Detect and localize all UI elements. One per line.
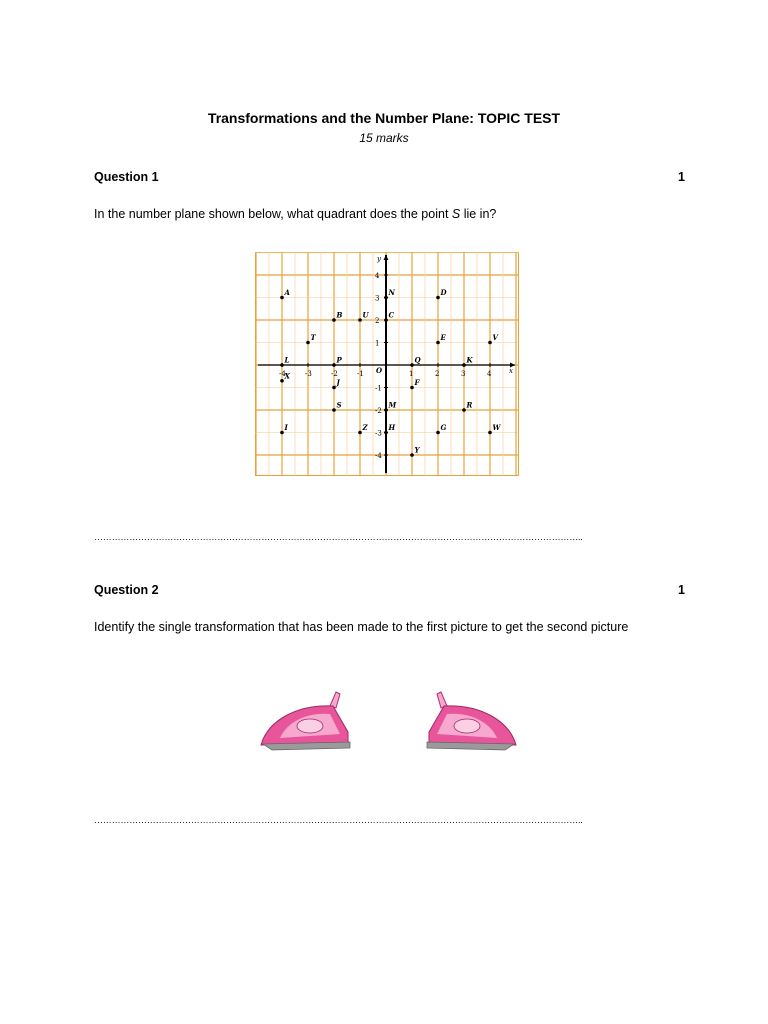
- question-2-text: Identify the single transformation that has been made to the first picture to get the second picture: [94, 620, 629, 634]
- point-v-dot: [488, 341, 492, 345]
- point-n-label: N: [388, 288, 395, 297]
- point-b-label: B: [336, 310, 343, 320]
- point-q-dot: [410, 363, 414, 367]
- point-k-dot: [462, 363, 466, 367]
- point-c-label: C: [388, 310, 395, 320]
- point-r-dot: [462, 408, 466, 412]
- question-1-label: Question 1: [94, 170, 159, 184]
- point-n-dot: [384, 296, 388, 300]
- point-g-label: G: [440, 423, 447, 432]
- point-s-label: S: [336, 400, 342, 410]
- x-tick-label: 1: [409, 370, 414, 378]
- y-tick-label: -2: [375, 407, 382, 415]
- x-tick-label: 3: [461, 370, 466, 378]
- point-p-dot: [332, 363, 336, 367]
- point-m-label: M: [388, 400, 397, 410]
- question-2-answer-line[interactable]: …………………………………………………………………………………………………………………………………………………..: [94, 815, 583, 825]
- point-f-dot: [410, 386, 414, 390]
- point-b-dot: [332, 318, 336, 322]
- origin-label: O: [376, 366, 383, 375]
- point-l-label: L: [284, 355, 290, 365]
- x-tick-label: 4: [487, 370, 492, 378]
- number-plane-svg: [255, 252, 519, 476]
- x-tick-label: -2: [331, 370, 338, 378]
- point-y-dot: [410, 453, 414, 457]
- y-axis-label: y: [377, 255, 381, 263]
- point-s-dot: [332, 408, 336, 412]
- point-d-dot: [436, 296, 440, 300]
- point-i-dot: [280, 431, 284, 435]
- point-m-dot: [384, 408, 388, 412]
- point-a-dot: [280, 296, 284, 300]
- y-tick-label: 2: [375, 317, 380, 325]
- iron-original-image: [258, 690, 353, 752]
- question-1-marks: 1: [678, 170, 685, 184]
- y-tick-label: -3: [375, 429, 382, 438]
- point-q-label: Q: [414, 355, 421, 365]
- point-g-dot: [436, 431, 440, 435]
- point-j-label: J: [336, 378, 340, 387]
- point-h-label: H: [388, 423, 396, 432]
- x-tick-label: -4: [279, 370, 286, 378]
- point-r-label: R: [466, 400, 473, 410]
- x-tick-label: -3: [305, 370, 312, 378]
- marks-subtitle: 15 marks: [359, 131, 409, 145]
- point-v-label: V: [492, 333, 498, 342]
- point-t-label: T: [310, 333, 316, 342]
- question-1-text-before: In the number plane shown below, what quadrant does the point: [94, 207, 452, 221]
- point-e-dot: [436, 341, 440, 345]
- question-1-text: [94, 205, 684, 223]
- point-w-label: W: [492, 423, 501, 432]
- point-h-dot: [384, 431, 388, 435]
- point-p-label: P: [336, 355, 342, 365]
- question-2-marks: 1: [678, 583, 685, 597]
- point-x-label: X: [284, 371, 290, 381]
- point-c-dot: [384, 318, 388, 322]
- y-tick-label: 1: [375, 339, 380, 348]
- y-tick-label: -1: [375, 384, 382, 393]
- point-j-dot: [332, 386, 336, 390]
- point-z-dot: [358, 431, 362, 435]
- number-plane: [255, 252, 519, 476]
- point-d-label: D: [440, 288, 447, 297]
- point-u-label: U: [362, 310, 369, 320]
- x-tick-label: 2: [435, 370, 440, 378]
- question-1-text-after: lie in?: [460, 207, 497, 221]
- question-1-point-name: S: [451, 207, 461, 221]
- point-e-label: E: [440, 333, 446, 342]
- point-x-dot: [280, 379, 284, 383]
- point-w-dot: [488, 431, 492, 435]
- question-2-label: Question 2: [94, 583, 159, 597]
- x-axis-label: x: [509, 367, 513, 375]
- point-u-dot: [358, 318, 362, 322]
- question-1-answer-line[interactable]: …………………………………………………………………………………………………………………………………………………..: [94, 532, 583, 542]
- point-f-label: F: [414, 378, 420, 387]
- point-z-label: Z: [362, 423, 368, 432]
- y-tick-label: 4: [375, 272, 380, 280]
- y-tick-label: -4: [375, 452, 382, 460]
- point-i-label: I: [284, 423, 288, 432]
- point-y-label: Y: [414, 445, 420, 455]
- point-l-dot: [280, 363, 284, 367]
- iron-reflected-image: [424, 690, 519, 752]
- point-k-label: K: [466, 355, 473, 365]
- page-title: Transformations and the Number Plane: TOPIC TEST: [207, 110, 561, 126]
- x-tick-label: -1: [357, 370, 364, 378]
- point-a-label: A: [284, 288, 290, 297]
- y-tick-label: 3: [375, 294, 380, 303]
- point-t-dot: [306, 341, 310, 345]
